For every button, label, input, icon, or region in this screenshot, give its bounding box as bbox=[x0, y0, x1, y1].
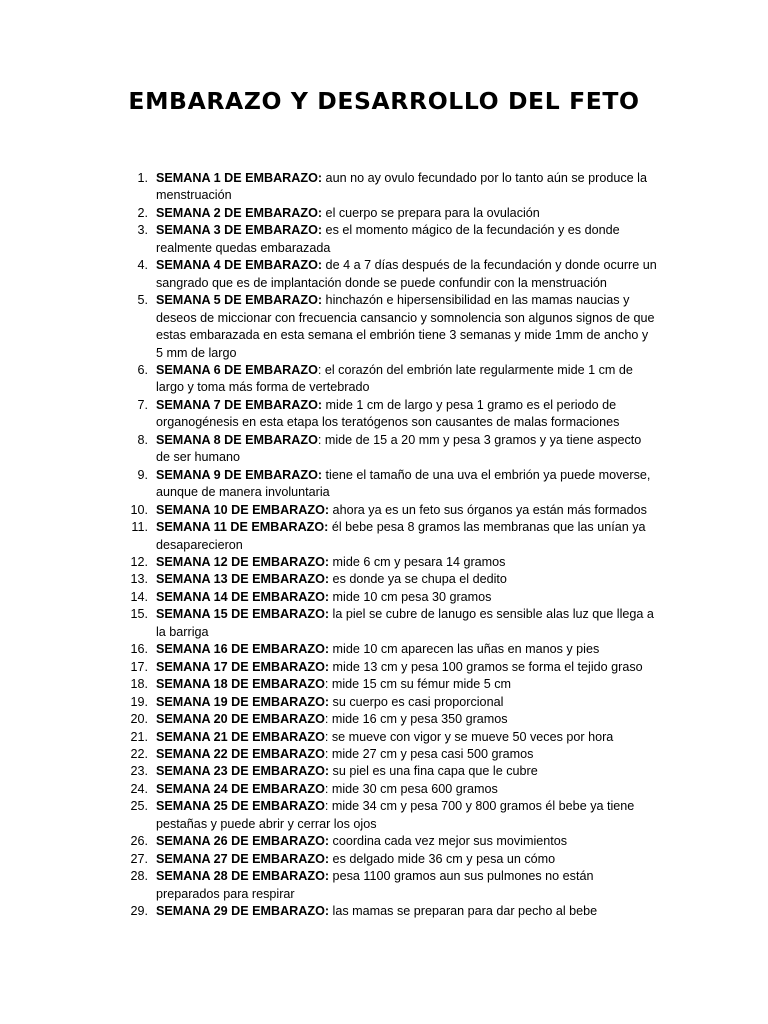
list-item-body bbox=[156, 763, 658, 780]
list-item-number bbox=[118, 502, 156, 519]
list-item-number-text: 1. bbox=[137, 171, 148, 185]
list-item-number bbox=[118, 571, 156, 588]
list-item bbox=[118, 729, 658, 746]
list-item-number-text: 21. bbox=[130, 729, 148, 744]
list-item bbox=[118, 432, 658, 467]
week-description: es delgado mide 36 cm y pesa un cómo bbox=[329, 851, 556, 866]
list-item-number-text: 12. bbox=[130, 554, 148, 569]
list-item-body bbox=[156, 694, 658, 711]
document-title: EMBARAZO Y DESARROLLO DEL FETO bbox=[128, 87, 640, 115]
list-item-body bbox=[156, 362, 658, 397]
list-item-number-text: 4. bbox=[137, 258, 148, 273]
week-description: es el momento mágico de la fecundación y es donde realmente quedas embarazada bbox=[156, 223, 620, 255]
list-item-number bbox=[118, 222, 156, 257]
week-label: SEMANA 11 DE EMBARAZO: bbox=[156, 520, 329, 535]
list-item bbox=[118, 746, 658, 763]
list-item-number-text: 15. bbox=[130, 607, 148, 622]
list-item-body bbox=[156, 606, 658, 641]
list-item-body bbox=[156, 711, 658, 728]
list-item-number-text: 29. bbox=[130, 904, 148, 919]
list-item-number bbox=[118, 851, 156, 868]
list-item-number bbox=[118, 781, 156, 798]
list-item-body bbox=[156, 292, 658, 362]
list-item-number-text: 10. bbox=[130, 502, 148, 517]
week-description: mide 6 cm y pesara 14 gramos bbox=[329, 554, 506, 569]
week-description: : mide de 15 a 20 mm y pesa 3 gramos y ya tiene aspecto de ser humano bbox=[156, 432, 642, 465]
week-label: SEMANA 12 DE EMBARAZO: bbox=[156, 554, 330, 569]
list-item bbox=[118, 467, 658, 502]
week-label: SEMANA 20 DE EMBARAZO bbox=[156, 712, 325, 727]
list-item-body bbox=[156, 432, 658, 467]
list-item bbox=[118, 257, 658, 292]
list-item bbox=[118, 694, 658, 711]
list-item bbox=[118, 763, 658, 780]
list-item-number bbox=[118, 659, 156, 676]
list-item-number-text: 17. bbox=[130, 659, 148, 674]
list-item-number bbox=[118, 729, 156, 746]
week-description: coordina cada vez mejor sus movimientos bbox=[329, 834, 568, 849]
list-item bbox=[118, 222, 658, 257]
week-description: : mide 16 cm y pesa 350 gramos bbox=[324, 712, 508, 727]
list-item-number bbox=[118, 362, 156, 397]
list-item-number bbox=[118, 606, 156, 641]
list-item-body bbox=[156, 729, 658, 746]
list-item bbox=[118, 676, 658, 693]
week-label: SEMANA 8 DE EMBARAZO bbox=[156, 432, 318, 447]
list-item-body bbox=[156, 589, 658, 606]
week-description: : mide 30 cm pesa 600 gramos bbox=[324, 781, 498, 796]
list-item bbox=[118, 798, 658, 833]
list-item bbox=[118, 659, 658, 676]
week-label: SEMANA 28 DE EMBARAZO: bbox=[156, 869, 330, 884]
list-item-body bbox=[156, 571, 658, 588]
list-item-number bbox=[118, 432, 156, 467]
week-description: ahora ya es un feto sus órganos ya están más formados bbox=[329, 502, 647, 517]
list-item-number-text: 2. bbox=[137, 205, 148, 220]
list-item-number-text: 16. bbox=[130, 642, 148, 657]
list-item-number-text: 8. bbox=[137, 432, 148, 447]
week-description: aun no ay ovulo fecundado por lo tanto aún se produce la menstruación bbox=[156, 171, 647, 203]
week-label: SEMANA 5 DE EMBARAZO: bbox=[156, 293, 323, 308]
week-label: SEMANA 14 DE EMBARAZO: bbox=[156, 589, 330, 604]
list-item-number bbox=[118, 868, 156, 903]
list-item-number-text: 5. bbox=[137, 293, 148, 308]
week-description: : mide 34 cm y pesa 700 y 800 gramos él bebe ya tiene pestañas y puede abrir y cerrar los ojos bbox=[156, 799, 635, 831]
list-item bbox=[118, 205, 658, 222]
list-item bbox=[118, 397, 658, 432]
list-item-number bbox=[118, 711, 156, 728]
list-item bbox=[118, 170, 658, 205]
week-description: mide 1 cm de largo y pesa 1 gramo es el periodo de organogénesis en esta etapa los teratógenos son causantes de malas formaciones bbox=[156, 397, 620, 430]
list-item-number-text: 18. bbox=[130, 677, 148, 692]
list-item-number-text: 22. bbox=[130, 746, 148, 761]
list-item-body bbox=[156, 397, 658, 432]
list-item-number-text: 26. bbox=[130, 834, 148, 849]
list-item-number-text: 6. bbox=[137, 362, 148, 377]
week-description: tiene el tamaño de una uva el embrión ya puede moverse, aunque de manera involuntaria bbox=[156, 467, 651, 500]
list-item-number bbox=[118, 467, 156, 502]
week-label: SEMANA 1 DE EMBARAZO: bbox=[156, 171, 323, 185]
week-label: SEMANA 10 DE EMBARAZO: bbox=[156, 502, 330, 517]
list-item-body bbox=[156, 641, 658, 658]
list-item-number bbox=[118, 746, 156, 763]
week-label: SEMANA 25 DE EMBARAZO bbox=[156, 799, 325, 814]
list-item bbox=[118, 833, 658, 850]
week-label: SEMANA 7 DE EMBARAZO: bbox=[156, 397, 323, 412]
week-description: su cuerpo es casi proporcional bbox=[329, 694, 504, 709]
list-item-body bbox=[156, 746, 658, 763]
list-item bbox=[118, 868, 658, 903]
list-item-number bbox=[118, 763, 156, 780]
week-description: mide 10 cm pesa 30 gramos bbox=[329, 589, 492, 604]
list-item bbox=[118, 589, 658, 606]
list-item bbox=[118, 606, 658, 641]
list-item-body bbox=[156, 798, 658, 833]
list-item bbox=[118, 502, 658, 519]
list-item bbox=[118, 903, 658, 920]
list-item-number bbox=[118, 903, 156, 920]
week-label: SEMANA 16 DE EMBARAZO: bbox=[156, 642, 330, 657]
list-item-number-text: 19. bbox=[130, 694, 148, 709]
list-item-body bbox=[156, 676, 658, 693]
list-item-body bbox=[156, 868, 658, 903]
list-item-number bbox=[118, 292, 156, 362]
list-item bbox=[118, 362, 658, 397]
list-item-number-text: 13. bbox=[130, 572, 148, 587]
list-item-number-text: 24. bbox=[130, 781, 148, 796]
list-item-body bbox=[156, 205, 658, 222]
list-item-number bbox=[118, 257, 156, 292]
week-description: pesa 1100 gramos aun sus pulmones no están preparados para respirar bbox=[156, 869, 594, 901]
list-item-number-text: 28. bbox=[130, 869, 148, 884]
week-label: SEMANA 29 DE EMBARAZO: bbox=[156, 904, 330, 919]
week-description: : mide 27 cm y pesa casi 500 gramos bbox=[324, 746, 534, 761]
week-list bbox=[118, 170, 658, 920]
list-item bbox=[118, 292, 658, 362]
list-item-number bbox=[118, 676, 156, 693]
week-label: SEMANA 9 DE EMBARAZO: bbox=[156, 467, 323, 482]
list-item-number-text: 23. bbox=[130, 764, 148, 779]
week-label: SEMANA 23 DE EMBARAZO: bbox=[156, 764, 330, 779]
list-item-body bbox=[156, 781, 658, 798]
list-item-number bbox=[118, 519, 156, 554]
list-item-number-text: 9. bbox=[137, 467, 148, 482]
week-description: las mamas se preparan para dar pecho al bebe bbox=[329, 904, 598, 919]
list-item bbox=[118, 641, 658, 658]
list-item bbox=[118, 554, 658, 571]
list-item-number bbox=[118, 205, 156, 222]
week-label: SEMANA 24 DE EMBARAZO bbox=[156, 781, 325, 796]
list-item-body bbox=[156, 222, 658, 257]
list-item-body bbox=[156, 502, 658, 519]
week-label: SEMANA 6 DE EMBARAZO bbox=[156, 362, 318, 377]
week-description: el cuerpo se prepara para la ovulación bbox=[322, 205, 540, 220]
week-description: su piel es una fina capa que le cubre bbox=[329, 764, 538, 779]
list-item-number bbox=[118, 694, 156, 711]
week-label: SEMANA 21 DE EMBARAZO bbox=[156, 729, 325, 744]
list-item bbox=[118, 519, 658, 554]
week-description: mide 13 cm y pesa 100 gramos se forma el tejido graso bbox=[329, 659, 643, 674]
week-label: SEMANA 22 DE EMBARAZO bbox=[156, 746, 325, 761]
week-label: SEMANA 13 DE EMBARAZO: bbox=[156, 572, 330, 587]
list-item-number-text: 3. bbox=[137, 223, 148, 238]
list-item bbox=[118, 571, 658, 588]
list-item bbox=[118, 781, 658, 798]
week-description: es donde ya se chupa el dedito bbox=[329, 572, 507, 587]
list-item-body bbox=[156, 170, 658, 205]
list-item-number-text: 25. bbox=[130, 799, 148, 814]
list-item-number-text: 14. bbox=[130, 589, 148, 604]
list-item-number-text: 11. bbox=[131, 520, 148, 535]
list-item-number bbox=[118, 798, 156, 833]
list-item-body bbox=[156, 257, 658, 292]
list-item-body bbox=[156, 467, 658, 502]
list-item bbox=[118, 851, 658, 868]
list-item-number bbox=[118, 170, 156, 205]
week-label: SEMANA 17 DE EMBARAZO: bbox=[156, 659, 330, 674]
week-label: SEMANA 4 DE EMBARAZO: bbox=[156, 258, 323, 273]
list-item-number bbox=[118, 589, 156, 606]
week-label: SEMANA 3 DE EMBARAZO: bbox=[156, 223, 323, 238]
week-label: SEMANA 2 DE EMBARAZO: bbox=[156, 205, 323, 220]
list-item-number bbox=[118, 833, 156, 850]
week-label: SEMANA 26 DE EMBARAZO: bbox=[156, 834, 330, 849]
list-item-number-text: 20. bbox=[130, 712, 148, 727]
week-description: él bebe pesa 8 gramos las membranas que las unían ya desaparecieron bbox=[156, 520, 646, 552]
list-item-number-text: 27. bbox=[130, 851, 148, 866]
list-item-number bbox=[118, 397, 156, 432]
week-label: SEMANA 18 DE EMBARAZO bbox=[156, 677, 325, 692]
week-description: hinchazón e hipersensibilidad en las mamas naucias y deseos de miccionar con frecuencia cansancio y somnolencia son algunos signos de que estas embarazada en esta semana el embrión tiene 3 semanas y mide 1mm de ancho y 5 mm de largo bbox=[156, 293, 655, 360]
list-item-number bbox=[118, 641, 156, 658]
list-item-body bbox=[156, 659, 658, 676]
list-item-number-text: 7. bbox=[137, 397, 148, 412]
list-item-body bbox=[156, 554, 658, 571]
week-description: : se mueve con vigor y se mueve 50 veces por hora bbox=[324, 729, 614, 744]
list-item-body bbox=[156, 833, 658, 850]
list-item-body bbox=[156, 903, 658, 920]
week-description: de 4 a 7 días después de la fecundación y donde ocurre un sangrado que es de implantación donde se puede confundir con la menstruación bbox=[156, 258, 657, 290]
list-item-body bbox=[156, 519, 658, 554]
week-label: SEMANA 15 DE EMBARAZO: bbox=[156, 607, 330, 622]
week-description: : mide 15 cm su fémur mide 5 cm bbox=[324, 677, 512, 692]
list-item-body bbox=[156, 851, 658, 868]
list-item-number bbox=[118, 554, 156, 571]
week-description: la piel se cubre de lanugo es sensible alas luz que llega a la barriga bbox=[156, 607, 654, 639]
list-item bbox=[118, 711, 658, 728]
week-description: mide 10 cm aparecen las uñas en manos y pies bbox=[329, 642, 600, 657]
week-label: SEMANA 27 DE EMBARAZO: bbox=[156, 851, 330, 866]
week-description: : el corazón del embrión late regularmente mide 1 cm de largo y toma más forma de vertebrado bbox=[156, 362, 633, 395]
week-label: SEMANA 19 DE EMBARAZO: bbox=[156, 694, 330, 709]
